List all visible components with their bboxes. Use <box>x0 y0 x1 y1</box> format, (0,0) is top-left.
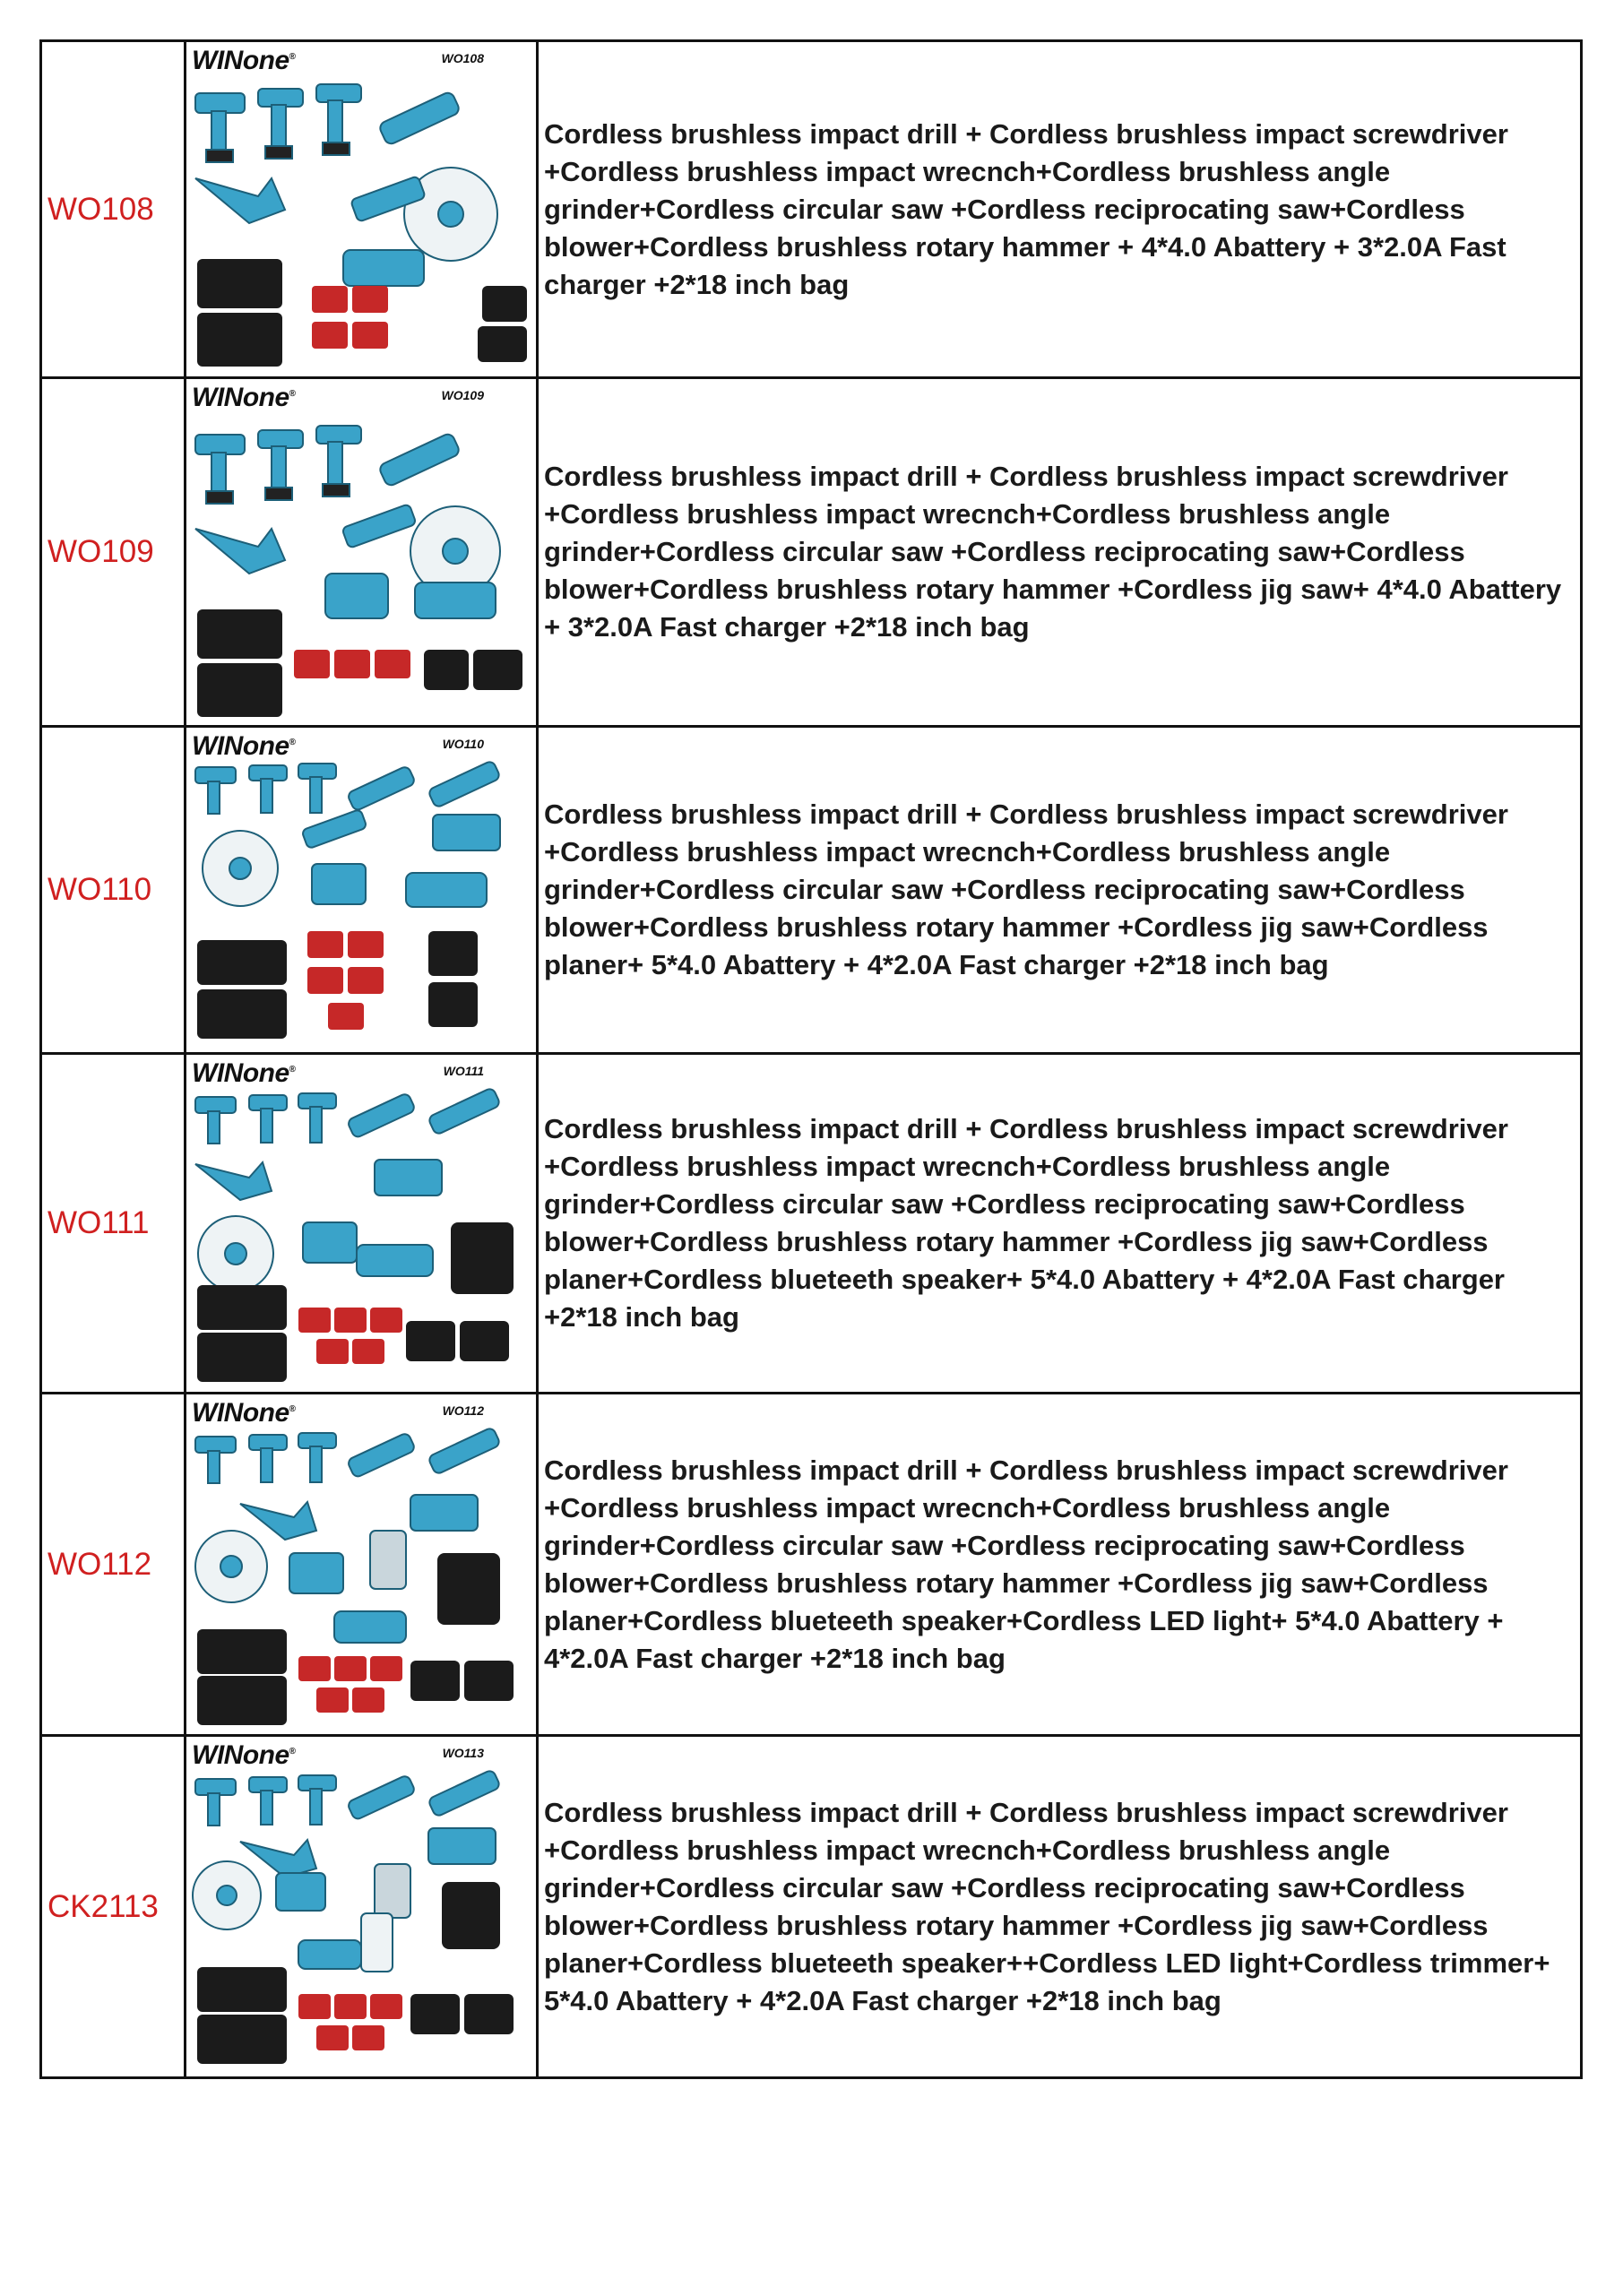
product-code: WO109 <box>41 378 186 727</box>
brand-logo: WINone® <box>192 1057 296 1088</box>
product-photo-cell <box>186 727 538 1054</box>
brand-logo: WINone® <box>192 45 296 75</box>
model-tag: WO108 <box>441 50 484 65</box>
product-photo <box>186 1396 536 1733</box>
model-tag: WO111 <box>443 1063 484 1078</box>
product-description: Cordless brushless impact drill + Cordless brushless impact screwdriver +Cordless brushless impact wrecnch+Cordless brushless angle grinder+Cordless circular saw +Cordless reciprocating saw+Cordless blower+Cordless brushless rotary hammer +Cordless jig saw+ 4*4.0 Abattery + 3*2.0A Fast charger +2*18 inch bag <box>538 378 1582 727</box>
product-description: Cordless brushless impact drill + Cordless brushless impact screwdriver +Cordless brushless impact wrecnch+Cordless brushless angle grinder+Cordless circular saw +Cordless reciprocating saw+Cordless blower+Cordless brushless rotary hammer + 4*4.0 Abattery + 3*2.0A Fast charger +2*18 inch bag <box>538 41 1582 378</box>
tool-kit-illustration <box>186 381 536 724</box>
product-photo-cell <box>186 1394 538 1736</box>
product-photo <box>186 729 536 1051</box>
tool-kit-illustration <box>186 1739 536 2076</box>
brand-logo: WINone® <box>192 1739 296 1770</box>
product-photo <box>186 44 536 375</box>
model-tag: WO110 <box>442 736 484 751</box>
product-photo-cell <box>186 1736 538 2078</box>
product-code: WO112 <box>41 1394 186 1736</box>
tool-kit-illustration <box>186 1396 536 1733</box>
product-photo-cell <box>186 1054 538 1394</box>
product-description: Cordless brushless impact drill + Cordless brushless impact screwdriver +Cordless brushless impact wrecnch+Cordless brushless angle grinder+Cordless circular saw +Cordless reciprocating saw+Cordless blower+Cordless brushless rotary hammer +Cordless jig saw+Cordless planer+Cordless blueteeth speaker+Cordless LED light+ 5*4.0 Abattery + 4*2.0A Fast charger +2*18 inch bag <box>538 1394 1582 1736</box>
model-tag: WO113 <box>442 1745 484 1760</box>
brand-logo: WINone® <box>192 382 296 412</box>
table-row <box>41 1736 1582 2078</box>
model-tag: WO112 <box>442 1403 484 1418</box>
table-row <box>41 727 1582 1054</box>
product-description: Cordless brushless impact drill + Cordless brushless impact screwdriver +Cordless brushless impact wrecnch+Cordless brushless angle grinder+Cordless circular saw +Cordless reciprocating saw+Cordless blower+Cordless brushless rotary hammer +Cordless jig saw+Cordless planer+ 5*4.0 Abattery + 4*2.0A Fast charger +2*18 inch bag <box>538 727 1582 1054</box>
brand-logo: WINone® <box>192 1397 296 1428</box>
table-row <box>41 1054 1582 1394</box>
table-row <box>41 378 1582 727</box>
product-table <box>39 39 1583 2079</box>
product-photo <box>186 1739 536 2076</box>
product-code: WO110 <box>41 727 186 1054</box>
table-row <box>41 1394 1582 1736</box>
product-code: CK2113 <box>41 1736 186 2078</box>
product-description: Cordless brushless impact drill + Cordless brushless impact screwdriver +Cordless brushless impact wrecnch+Cordless brushless angle grinder+Cordless circular saw +Cordless reciprocating saw+Cordless blower+Cordless brushless rotary hammer +Cordless jig saw+Cordless planer+Cordless blueteeth speaker+ 5*4.0 Abattery + 4*2.0A Fast charger +2*18 inch bag <box>538 1054 1582 1394</box>
product-code: WO108 <box>41 41 186 378</box>
product-photo-cell <box>186 378 538 727</box>
table-row <box>41 41 1582 378</box>
product-photo-cell <box>186 41 538 378</box>
product-photo <box>186 381 536 724</box>
tool-kit-illustration <box>186 44 536 375</box>
product-description: Cordless brushless impact drill + Cordless brushless impact screwdriver +Cordless brushless impact wrecnch+Cordless brushless angle grinder+Cordless circular saw +Cordless reciprocating saw+Cordless blower+Cordless brushless rotary hammer +Cordless jig saw+Cordless planer+Cordless blueteeth speaker++Cordless LED light+Cordless trimmer+ 5*4.0 Abattery + 4*2.0A Fast charger +2*18 inch bag <box>538 1736 1582 2078</box>
brand-logo: WINone® <box>192 730 296 761</box>
product-code: WO111 <box>41 1054 186 1394</box>
tool-kit-illustration <box>186 1057 536 1391</box>
model-tag: WO109 <box>441 387 484 402</box>
tool-kit-illustration <box>186 729 536 1051</box>
product-photo <box>186 1057 536 1391</box>
